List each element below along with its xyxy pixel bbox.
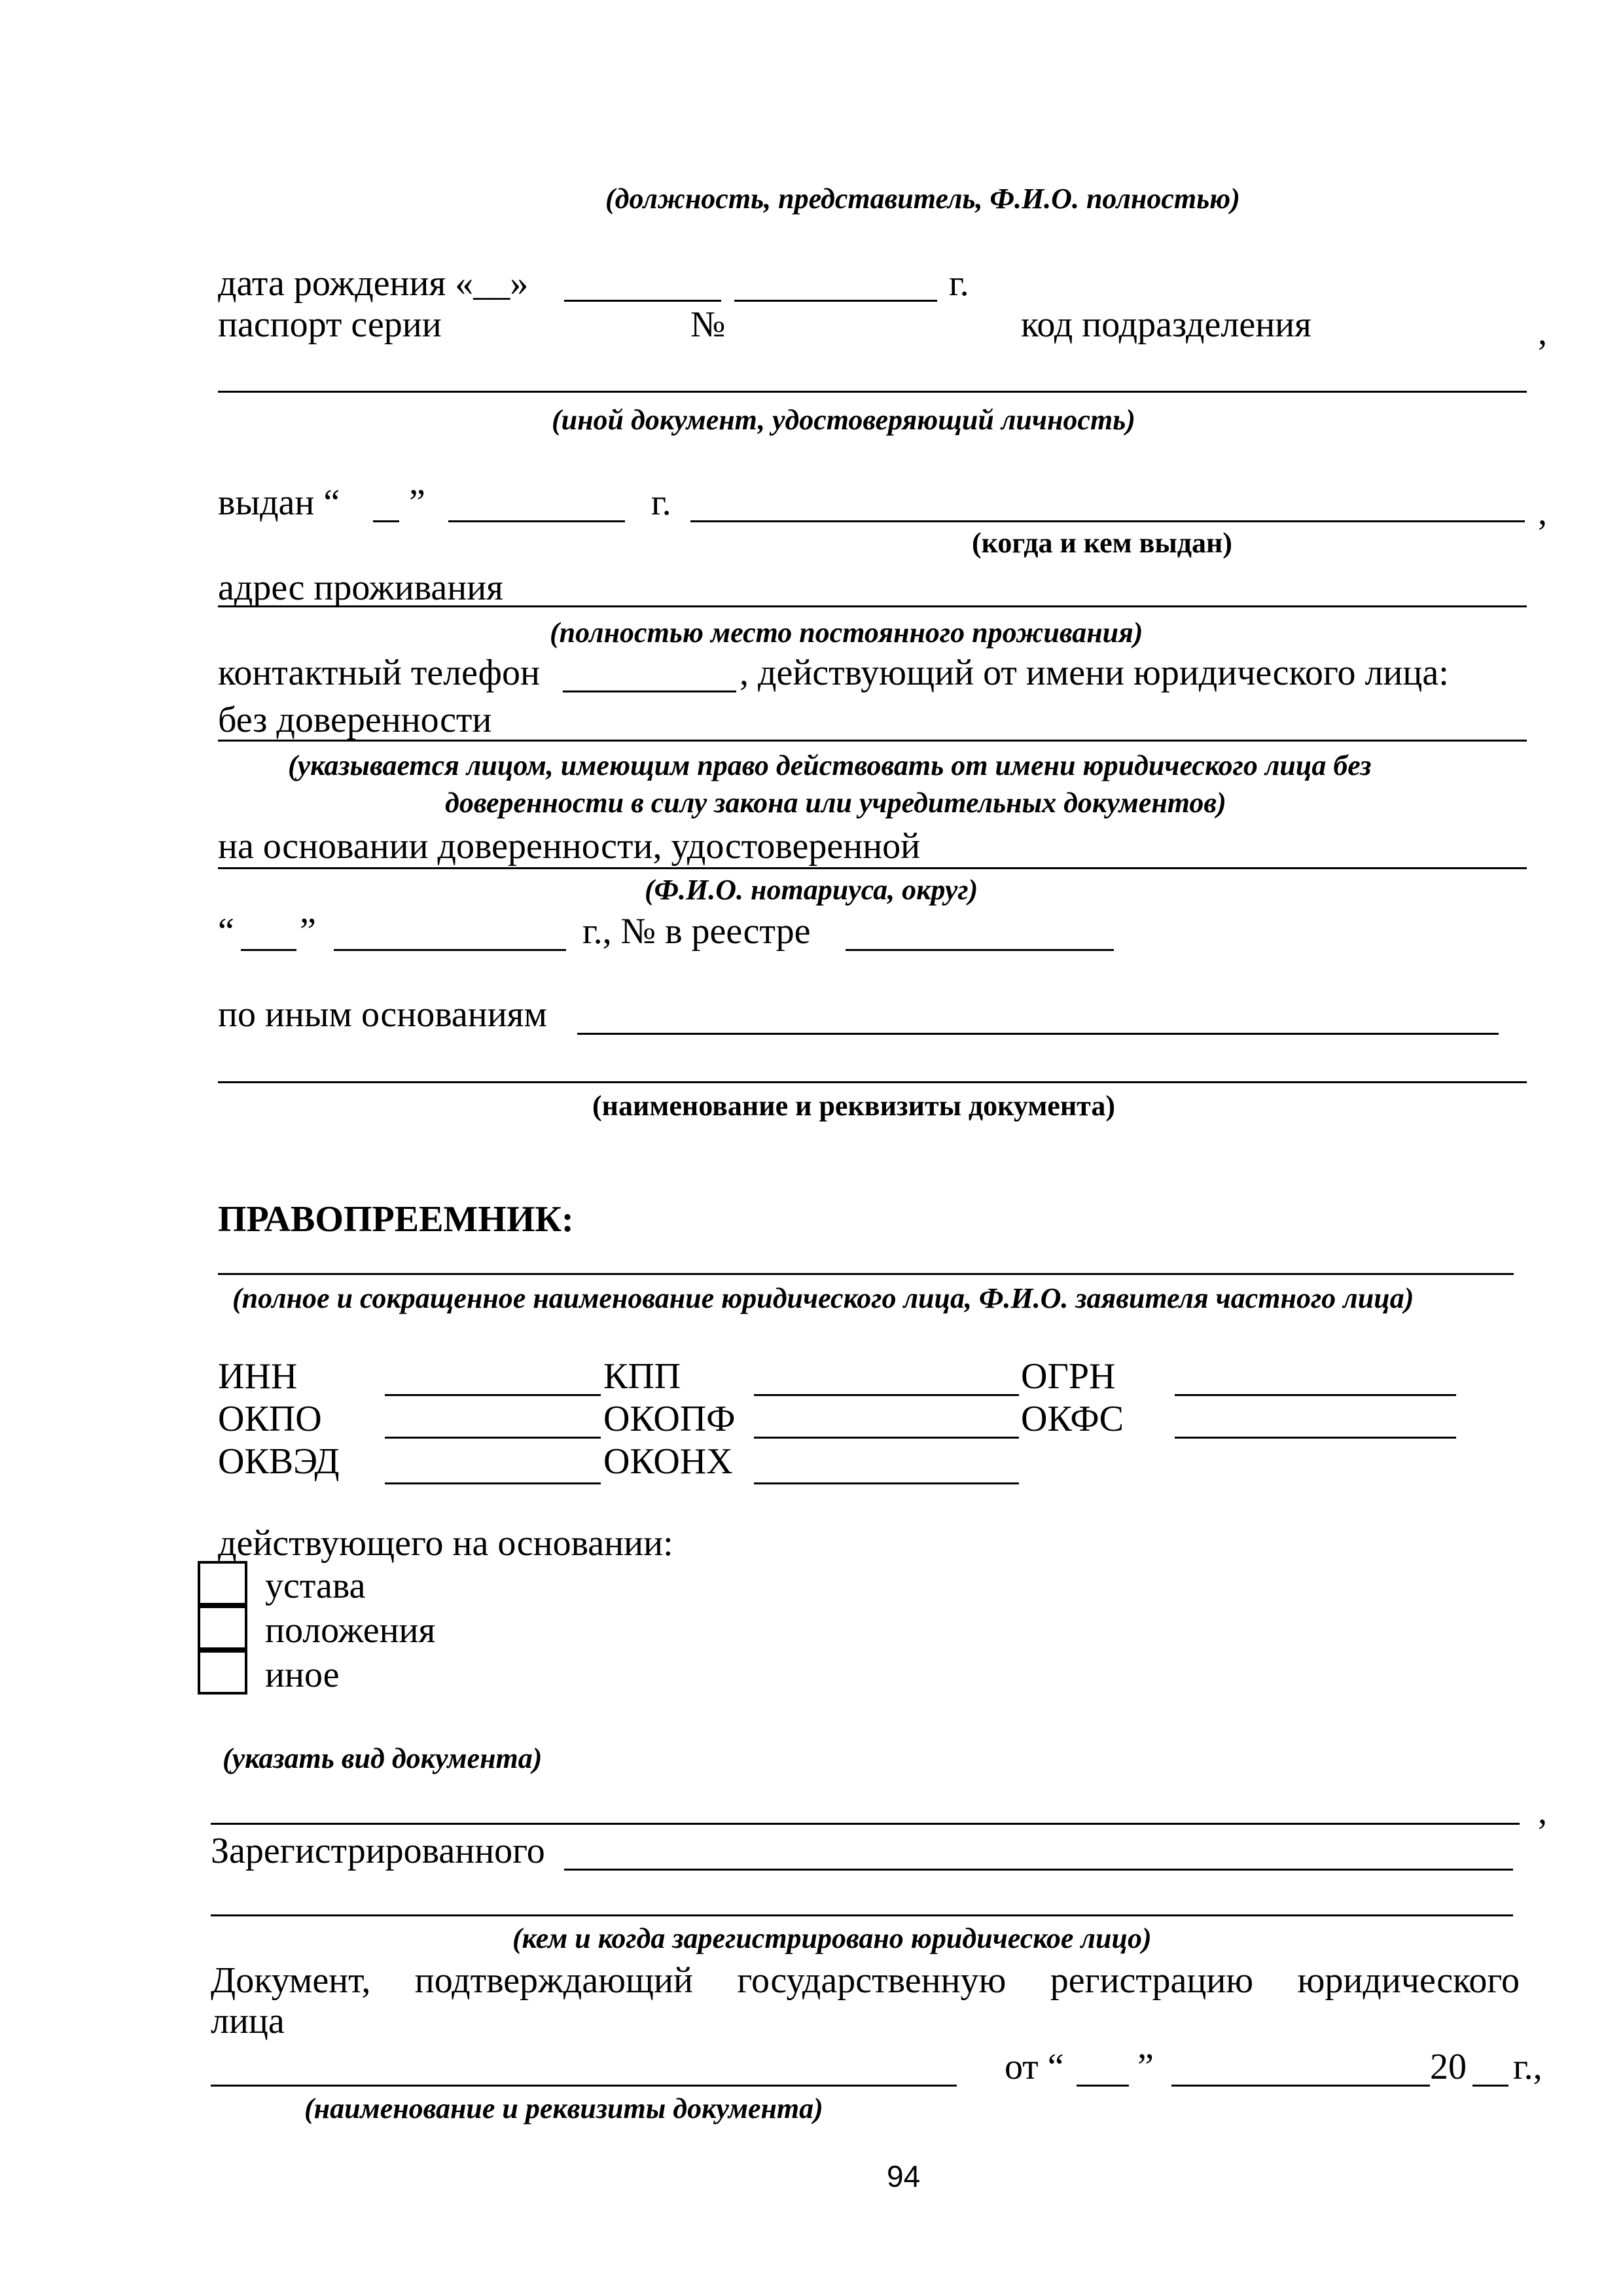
okved-label: ОКВЭД xyxy=(218,1441,340,1482)
registered-line[interactable] xyxy=(564,1869,1513,1871)
reg-doc-close-quote: ” xyxy=(1137,2047,1154,2087)
okopf-label: ОКОПФ xyxy=(603,1399,736,1439)
division-code-label: код подразделения xyxy=(1021,304,1311,345)
registry-label: г., № в реестре xyxy=(582,911,811,952)
document-type-caption: (указать вид документа) xyxy=(223,1742,543,1774)
issued-month-line[interactable] xyxy=(448,520,625,522)
reg-doc-day-line[interactable] xyxy=(1077,2085,1129,2087)
okfs-label: ОКФС xyxy=(1021,1399,1124,1439)
okopf-line[interactable] xyxy=(754,1437,1019,1439)
issued-year-label: г. xyxy=(651,482,671,523)
passport-number-label: № xyxy=(690,304,726,345)
issued-label: выдан “ xyxy=(218,482,340,523)
address-label: адрес проживания xyxy=(218,567,503,608)
successor-caption: (полное и сокращенное наименование юридического лица, Ф.И.О. заявителя частного лица) xyxy=(232,1282,1414,1314)
reg-doc-month-line[interactable] xyxy=(1171,2085,1430,2087)
birth-month-line[interactable] xyxy=(564,300,721,302)
no-proxy-caption-1: (указывается лицом, имеющим право действовать от имени юридического лица без xyxy=(288,749,1372,781)
passport-series-label: паспорт серии xyxy=(218,304,442,345)
document-type-line[interactable] xyxy=(211,1823,1520,1825)
no-proxy-label: без доверенности xyxy=(218,700,492,740)
other-document-line[interactable] xyxy=(218,391,1527,393)
position-caption: (должность, представитель, Ф.И.О. полностью) xyxy=(605,183,1240,215)
reg-doc-line-1: Документ, подтверждающий государственную регистрацию юридического xyxy=(211,1960,1520,2001)
other-document-caption: (иной документ, удостоверяющий личность) xyxy=(552,404,1135,436)
by-proxy-label: на основании доверенности, удостоверенной xyxy=(218,826,921,867)
other-grounds-caption: (наименование и реквизиты документа) xyxy=(592,1090,1115,1122)
address-line[interactable] xyxy=(218,605,1527,607)
issued-close-quote: ” xyxy=(409,482,425,523)
basis-label: действующего на основании: xyxy=(218,1523,673,1564)
issued-by-line[interactable] xyxy=(690,520,1525,522)
phone-line[interactable] xyxy=(563,691,736,692)
okonh-label: ОКОНХ xyxy=(603,1441,733,1482)
regulation-checkbox[interactable] xyxy=(198,1605,247,1650)
kpp-line[interactable] xyxy=(754,1394,1019,1396)
issued-day-line[interactable] xyxy=(373,520,399,522)
regulation-option-label: положения xyxy=(265,1610,436,1651)
proxy-day-line[interactable] xyxy=(241,949,296,951)
charter-checkbox[interactable] xyxy=(198,1561,247,1605)
proxy-date-open-quote: “ xyxy=(218,911,234,952)
registered-caption: (кем и когда зарегистрировано юридическое лицо) xyxy=(512,1922,1152,1954)
charter-option-label: устава xyxy=(265,1566,366,1606)
acting-label: , действующий от имени юридического лица: xyxy=(740,653,1449,693)
birth-date-label: дата рождения «__» xyxy=(218,263,529,304)
document-type-comma: , xyxy=(1538,1791,1547,1832)
inn-label: ИНН xyxy=(218,1356,298,1397)
address-caption: (полностью место постоянного проживания) xyxy=(550,617,1143,649)
no-proxy-line[interactable] xyxy=(218,740,1527,742)
passport-comma: , xyxy=(1538,312,1547,353)
reg-doc-year-line[interactable] xyxy=(1472,2085,1508,2087)
reg-doc-from-label: от “ xyxy=(1005,2047,1064,2087)
registered-line-2[interactable] xyxy=(211,1914,1513,1916)
phone-label: контактный телефон xyxy=(218,653,540,693)
page-number: 94 xyxy=(887,2159,921,2193)
ogrn-line[interactable] xyxy=(1175,1394,1456,1396)
proxy-month-line[interactable] xyxy=(334,949,566,951)
successor-name-line[interactable] xyxy=(218,1273,1514,1275)
okonh-line[interactable] xyxy=(754,1482,1019,1484)
kpp-label: КПП xyxy=(603,1356,681,1397)
okfs-line[interactable] xyxy=(1175,1437,1456,1439)
registry-number-line[interactable] xyxy=(846,949,1114,951)
reg-doc-caption: (наименование и реквизиты документа) xyxy=(304,2092,823,2125)
ogrn-label: ОГРН xyxy=(1021,1356,1116,1397)
successor-heading: ПРАВОПРЕЕМНИК: xyxy=(218,1199,574,1240)
reg-doc-year-prefix: 20 xyxy=(1430,2047,1467,2087)
okved-line[interactable] xyxy=(385,1482,601,1484)
proxy-date-close-quote: ” xyxy=(300,911,316,952)
reg-doc-name-line[interactable] xyxy=(211,2085,957,2087)
okpo-line[interactable] xyxy=(385,1437,601,1439)
reg-doc-year-suffix: г., xyxy=(1513,2047,1543,2087)
registered-label: Зарегистрированного xyxy=(211,1831,545,1871)
birth-year-line[interactable] xyxy=(734,300,937,302)
reg-doc-line-2: лица xyxy=(211,2001,285,2041)
other-grounds-line-2[interactable] xyxy=(218,1081,1527,1083)
birth-year-suffix: г. xyxy=(949,263,969,304)
issued-comma: , xyxy=(1538,492,1547,533)
other-basis-checkbox[interactable] xyxy=(198,1650,247,1695)
notary-caption: (Ф.И.О. нотариуса, округ) xyxy=(645,874,978,906)
inn-line[interactable] xyxy=(385,1394,601,1396)
other-grounds-line[interactable] xyxy=(577,1033,1499,1035)
issued-caption: (когда и кем выдан) xyxy=(972,527,1232,559)
by-proxy-line[interactable] xyxy=(218,867,1527,869)
other-option-label: иное xyxy=(265,1655,340,1695)
other-grounds-label: по иным основаниям xyxy=(218,994,547,1035)
okpo-label: ОКПО xyxy=(218,1399,322,1439)
no-proxy-caption-2: доверенности в силу закона или учредительных документов) xyxy=(445,787,1226,819)
